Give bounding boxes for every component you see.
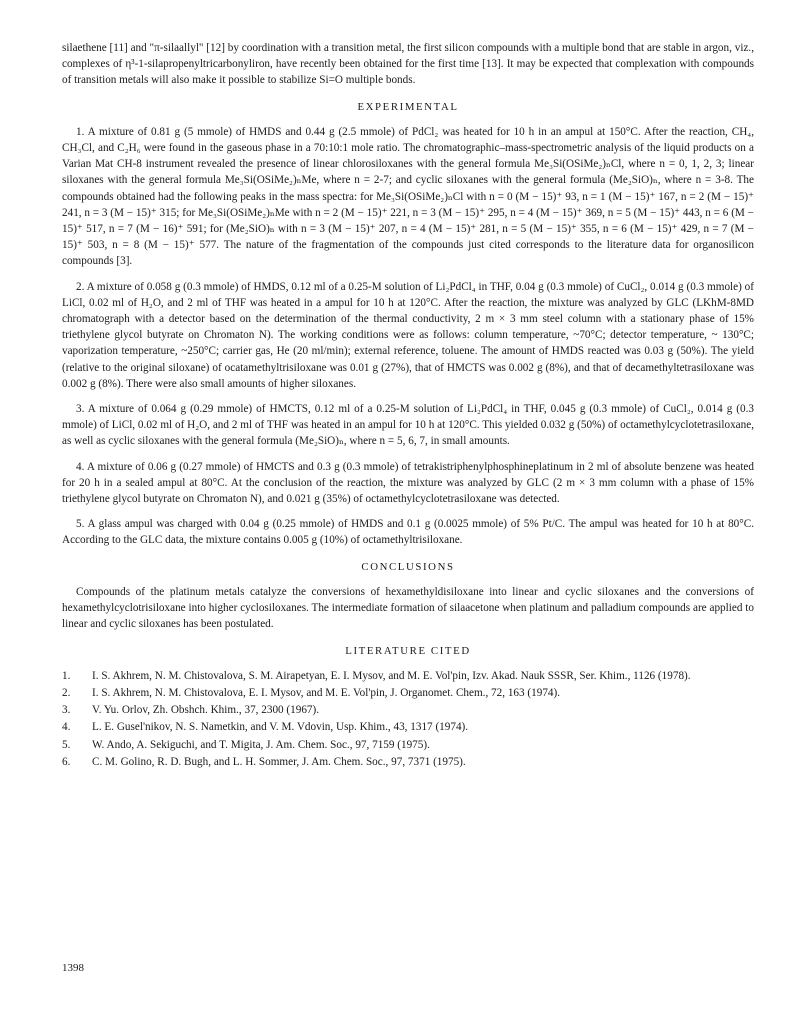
conclusions-paragraph: Compounds of the platinum metals catalyze the conversions of hexamethyldisiloxane into linear and cyclic siloxanes and the conversions of hexamethylcyclotrisiloxane into higher cyclosiloxanes. The intermediate formation of silaacetone when platinum and palladium compounds are applied to linear and cyclic siloxanes has been postulated. bbox=[62, 585, 754, 631]
reference-number: 5. bbox=[62, 738, 71, 751]
reference-text: L. E. Gusel'nikov, N. S. Nametkin, and V. M. Vdovin, Usp. Khim., 43, 1317 (1974). bbox=[92, 721, 469, 734]
reference-item bbox=[62, 668, 754, 684]
reference-item bbox=[62, 685, 754, 701]
page-number: 1398 bbox=[62, 962, 84, 974]
reference-item bbox=[62, 737, 754, 753]
reference-item bbox=[62, 754, 754, 770]
reference-number: 4. bbox=[62, 721, 71, 734]
reference-text: C. M. Golino, R. D. Bugh, and L. H. Sommer, J. Am. Chem. Soc., 97, 7371 (1975). bbox=[92, 755, 466, 768]
document-page bbox=[62, 40, 754, 771]
reference-number: 2. bbox=[62, 686, 71, 699]
experimental-paragraph-5: 5. A glass ampul was charged with 0.04 g (0.25 mmole) of HMDS and 0.1 g (0.0025 mmole) of 5% Pt/C. The ampul was heated for 10 h at 80°C. According to the GLC data, the mixture contains 0.005 g (10%) of octamethyltrisiloxane. bbox=[62, 518, 754, 547]
reference-item bbox=[62, 702, 754, 718]
experimental-heading: EXPERIMENTAL bbox=[357, 100, 459, 113]
intro-paragraph: silaethene [11] and "π-silaallyl" [12] by coordination with a transition metal, the first silicon compounds with a multiple bond that are stable in argon, viz., complexes of η³-1-silapropenyltricarbonyliron, have recently been obtained for the first time [13]. It may be expected that complexation with compounds of transition metals will also make it possible to stabilize Si=O multiple bonds. bbox=[62, 42, 754, 87]
experimental-paragraph-1: 1. A mixture of 0.81 g (5 mmole) of HMDS and 0.44 g (2.5 mmole) of PdCl₂ was heated for 10 h in an ampul at 150°C. After the reaction, CH₄, CH₃Cl, and C₂H₆ were found in the gaseous phase in a 70:10:1 mole ratio. The chromatographic–mass-spectrometric analysis of the liquid products on a Varian Mat CH-8 instrument revealed the presence of linear chlorosiloxanes with the general formula Me₃Si(OSiMe₂)ₙCl, where n = 0, 1, 2, 3; linear siloxanes with the general formula Me₃Si(OSiMe₂)ₙMe, where n = 2-7; and cyclic siloxanes with the general formula (Me₂SiO)ₙ, where n = 3-8. The compounds obtained had the following peaks in the mass spectra: for Me₃Si(OSiMe₂)ₙCl with n = 0 (M − 15)⁺ 93, n = 1 (M − 15)⁺ 167, n = 2 (M − 15)⁺ 241, n = 3 (M − 15)⁺ 315; for Me₃Si(OSiMe₂)ₙMe with n = 2 (M − 15)⁺ 221, n = 3 (M − 15)⁺ 295, n = 4 (M − 15)⁺ 369, n = 5 (M − 15)⁺ 443, n = 6 (M − 15)⁺ 517, n = 7 (M − 16)⁺ 591; for (Me₂SiO)ₙ with n = 3 (M − 15)⁺ 207, n = 4 (M − 15)⁺ 281, n = 5 (M − 15)⁺ 355, n = 6 (M − 15)⁺ 429, n = 7 (M − 15)⁺ 503, n = 8 (M − 15)⁺ 577. The nature of the fragmentation of the compounds just cited corresponds to the literature data for organosilicon compounds [3]. bbox=[62, 125, 754, 268]
reference-number: 6. bbox=[62, 755, 71, 768]
reference-text: I. S. Akhrem, N. M. Chistovalova, E. I. Mysov, and M. E. Vol'pin, J. Organomet. Chem., 72, 163 (1974). bbox=[92, 686, 561, 699]
reference-list bbox=[62, 668, 754, 770]
reference-number: 1. bbox=[62, 669, 71, 682]
reference-text: V. Yu. Orlov, Zh. Obshch. Khim., 37, 2300 (1967). bbox=[92, 704, 320, 717]
experimental-paragraph-4: 4. A mixture of 0.06 g (0.27 mmole) of HMCTS and 0.3 g (0.3 mmole) of tetrakistriphenylphosphineplatinum in 2 ml of absolute benzene was heated for 20 h in a sealed ampul at 80°C. At the conclusion of the reaction, the mixture was analyzed by GLC (2 m × 3 mm column with a phase of 15% triethylene glycol butyrate on Chromaton N), and 0.021 g (35%) of octamethylcyclotetrasiloxane was detected. bbox=[62, 460, 754, 506]
reference-text: W. Ando, A. Sekiguchi, and T. Migita, J. Am. Chem. Soc., 97, 7159 (1975). bbox=[92, 738, 430, 751]
reference-text: I. S. Akhrem, N. M. Chistovalova, S. M. Airapetyan, E. I. Mysov, and M. E. Vol'pin, Izv. Akad. Nauk SSSR, Ser. Khim., 1126 (1978). bbox=[92, 669, 691, 682]
conclusions-heading: CONCLUSIONS bbox=[361, 560, 455, 573]
experimental-paragraph-3: 3. A mixture of 0.064 g (0.29 mmole) of HMCTS, 0.12 ml of a 0.25-M solution of Li₂PdCl₄ in THF, 0.045 g (0.3 mmole) of CuCl₂, 0.014 g (0.3 mmole) of LiCl, 0.02 ml of H₂O, and 2 ml of THF was heated in an ampul for 10 h at 120°C. This yielded 0.032 g (50%) of octamethylcyclotetrasiloxane, as well as cyclic siloxanes with the general formula (Me₂SiO)ₙ, where n = 5, 6, 7, in small amounts. bbox=[62, 403, 754, 448]
reference-item bbox=[62, 719, 754, 735]
experimental-paragraph-2: 2. A mixture of 0.058 g (0.3 mmole) of HMDS, 0.12 ml of a 0.25-M solution of Li₂PdCl₄ in THF, 0.04 g (0.3 mmole) of CuCl₂, 0.014 g (0.3 mmole) of LiCl, 0.02 ml of H₂O, and 2 ml of THF was heated in a ampul for 10 h at 120°C. After the reaction, the mixture was analyzed by GLC (LKhM-8MD chromatograph with a detector based on the determination of the thermal conductivity, 2 m × 3 mm steel column with a stationary phase of 15% triethylene glycol butyrate on Chromaton N). The working conditions were as follows: column temperature, ~70°C; detector temperature, ~ 130°C; vaporization temperature, ~250°C; carrier gas, He (20 ml/min); external reference, toluene. The amount of HMDS reacted was 0.03 g (50%). The yield (relative to the original siloxane) of ocatamethyltrisiloxane was 0.01 g (27%), that of HMCTS was 0.002 g (8%), and that of decamethyltetrasiloxane was 0.002 g (8%). There were also small amounts of higher siloxanes. bbox=[62, 280, 754, 390]
reference-number: 3. bbox=[62, 704, 71, 717]
literature-heading: LITERATURE CITED bbox=[345, 644, 471, 657]
